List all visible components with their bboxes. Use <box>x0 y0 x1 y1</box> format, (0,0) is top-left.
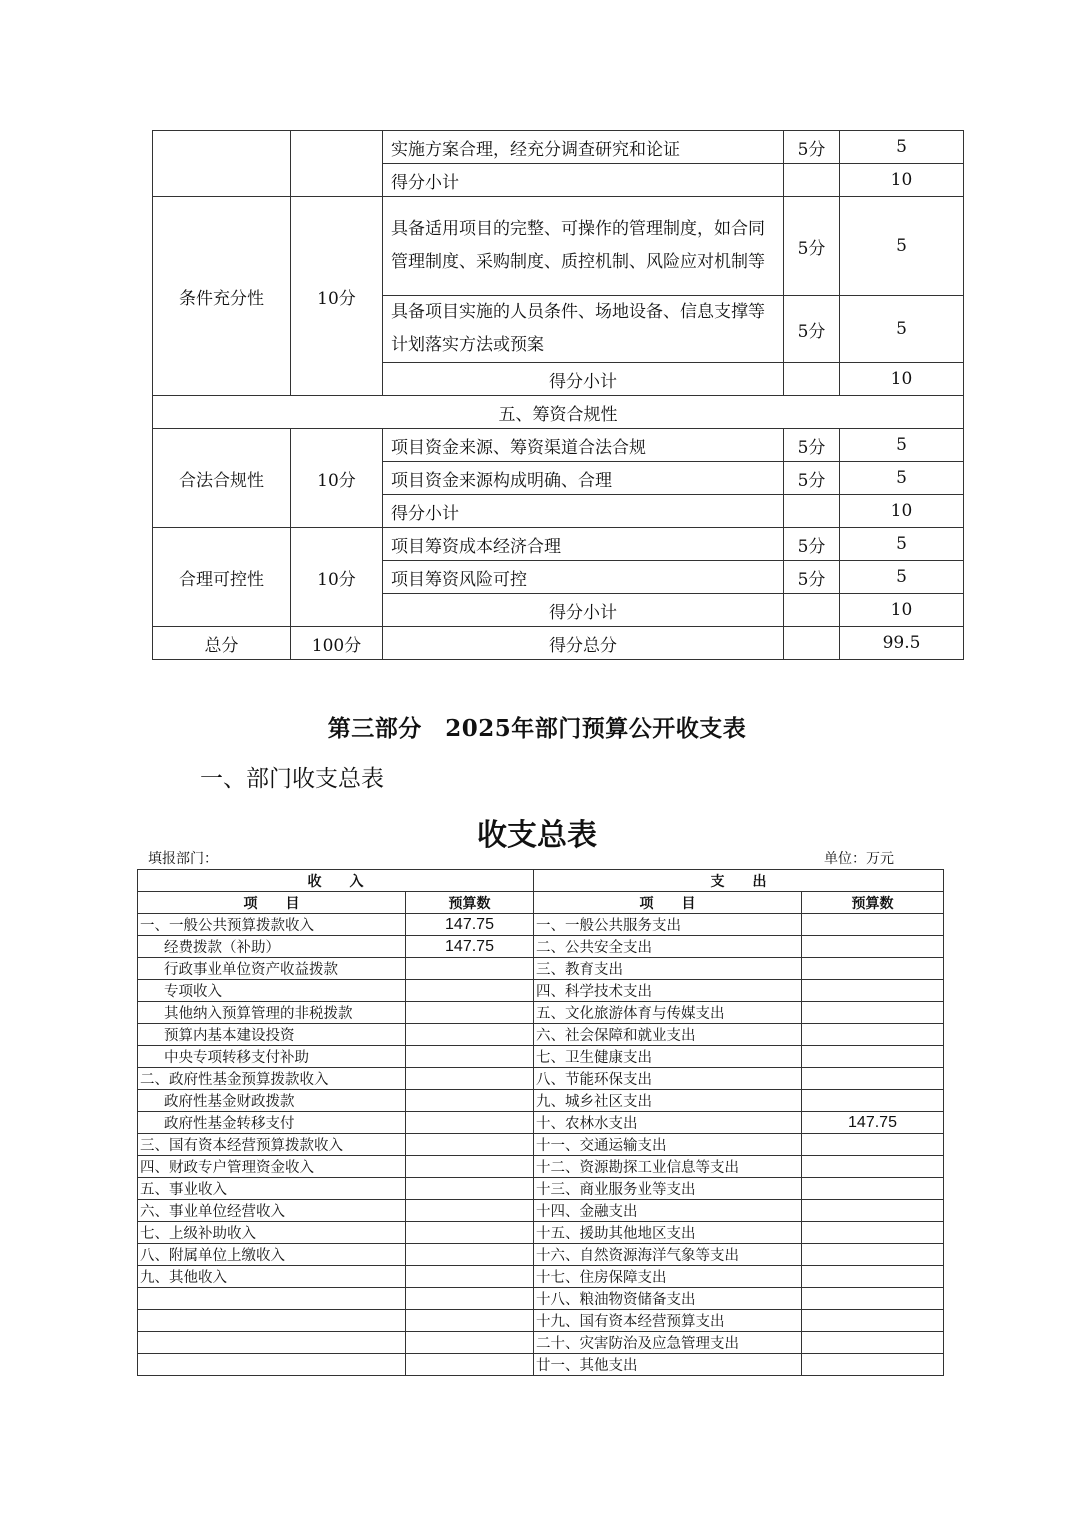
expense-amount-cell <box>802 980 944 1002</box>
max-score-cell: 5分 <box>784 462 840 495</box>
expense-header: 支 出 <box>534 870 944 892</box>
total-score: 99.5 <box>840 627 964 660</box>
score-cell: 10 <box>840 164 964 197</box>
category-cell <box>153 131 291 197</box>
income-item-cell: 其他纳入预算管理的非税拨款 <box>138 1002 406 1024</box>
max-score-cell: 5分 <box>784 197 840 296</box>
max-score-cell <box>784 594 840 627</box>
score-cell: 5 <box>840 197 964 296</box>
score-cell: 5 <box>840 561 964 594</box>
income-amount-cell <box>406 1068 534 1090</box>
expense-item-cell: 十五、援助其他地区支出 <box>534 1222 802 1244</box>
max-score-cell <box>784 363 840 396</box>
income-item-cell: 三、国有资本经营预算拨款收入 <box>138 1134 406 1156</box>
expense-amount-cell <box>802 1178 944 1200</box>
table-row <box>153 396 964 429</box>
expense-amount-cell: 147.75 <box>802 1112 944 1134</box>
income-item-cell <box>138 1288 406 1310</box>
table-row <box>138 1024 944 1046</box>
income-item-cell: 八、附属单位上缴收入 <box>138 1244 406 1266</box>
score-cell: 5 <box>840 131 964 164</box>
max-score-cell: 5分 <box>784 528 840 561</box>
income-item-cell: 二、政府性基金预算拨款收入 <box>138 1068 406 1090</box>
expense-item-cell: 十四、金融支出 <box>534 1200 802 1222</box>
max-score-cell: 5分 <box>784 561 840 594</box>
table-row <box>138 1112 944 1134</box>
income-budget-header: 预算数 <box>406 892 534 914</box>
part-title: 第三部分 2025年部门预算公开收支表 <box>327 715 747 742</box>
income-amount-cell <box>406 1200 534 1222</box>
income-amount-cell <box>406 1178 534 1200</box>
total-label: 得分总分 <box>383 627 784 660</box>
income-amount-cell <box>406 1244 534 1266</box>
expense-amount-cell <box>802 1200 944 1222</box>
table-row <box>153 429 964 462</box>
criteria-cell: 项目筹资成本经济合理 <box>383 528 784 561</box>
income-amount-cell <box>406 1002 534 1024</box>
expense-amount-cell <box>802 914 944 936</box>
income-item-cell: 预算内基本建设投资 <box>138 1024 406 1046</box>
income-item-cell: 专项收入 <box>138 980 406 1002</box>
expense-amount-cell <box>802 1134 944 1156</box>
table-row <box>138 958 944 980</box>
income-amount-cell <box>406 1134 534 1156</box>
income-item-cell: 一、一般公共预算拨款收入 <box>138 914 406 936</box>
income-amount-cell <box>406 1288 534 1310</box>
score-cell: 5 <box>840 296 964 363</box>
expense-item-cell: 五、文化旅游体育与传媒支出 <box>534 1002 802 1024</box>
table-row <box>138 980 944 1002</box>
table-row <box>138 1046 944 1068</box>
expense-item-cell: 十二、资源勘探工业信息等支出 <box>534 1156 802 1178</box>
subtotal-label: 得分小计 <box>383 594 784 627</box>
table-row <box>153 528 964 561</box>
expense-amount-cell <box>802 1046 944 1068</box>
income-amount-cell <box>406 1310 534 1332</box>
section-title: 一、部门收支总表 <box>200 766 384 792</box>
table-row <box>138 1068 944 1090</box>
expense-item-cell: 十、农林水支出 <box>534 1112 802 1134</box>
table-row <box>138 1134 944 1156</box>
expense-amount-cell <box>802 1310 944 1332</box>
income-item-cell: 四、财政专户管理资金收入 <box>138 1156 406 1178</box>
income-item-cell <box>138 1354 406 1376</box>
category-cell: 条件充分性 <box>153 197 291 396</box>
income-item-cell: 五、事业收入 <box>138 1178 406 1200</box>
expense-amount-cell <box>802 1156 944 1178</box>
table-row <box>138 1310 944 1332</box>
income-item-header: 项 目 <box>138 892 406 914</box>
income-amount-cell <box>406 1222 534 1244</box>
category-cell: 合法合规性 <box>153 429 291 528</box>
table-header-row <box>138 870 944 892</box>
income-amount-cell: 147.75 <box>406 936 534 958</box>
weight-cell: 100分 <box>291 627 383 660</box>
table-row <box>138 1266 944 1288</box>
table-header-row <box>138 892 944 914</box>
table-row <box>153 627 964 660</box>
income-item-cell: 中央专项转移支付补助 <box>138 1046 406 1068</box>
income-item-cell: 七、上级补助收入 <box>138 1222 406 1244</box>
section-heading: 五、筹资合规性 <box>153 396 964 429</box>
expense-item-cell: 十三、商业服务业等支出 <box>534 1178 802 1200</box>
weight-cell: 10分 <box>291 197 383 396</box>
expense-item-cell: 十九、国有资本经营预算支出 <box>534 1310 802 1332</box>
criteria-cell: 项目资金来源构成明确、合理 <box>383 462 784 495</box>
table-row <box>138 1200 944 1222</box>
criteria-cell: 具备项目实施的人员条件、场地设备、信息支撑等计划落实方法或预案 <box>383 296 784 363</box>
criteria-cell: 实施方案合理，经充分调查研究和论证 <box>383 131 784 164</box>
expense-item-header: 项 目 <box>534 892 802 914</box>
expense-amount-cell <box>802 1222 944 1244</box>
table-row <box>138 1354 944 1376</box>
score-cell: 10 <box>840 594 964 627</box>
category-cell: 总分 <box>153 627 291 660</box>
income-amount-cell <box>406 1024 534 1046</box>
table-row <box>138 1332 944 1354</box>
income-header: 收 入 <box>138 870 534 892</box>
expense-amount-cell <box>802 1090 944 1112</box>
expense-amount-cell <box>802 1354 944 1376</box>
income-amount-cell <box>406 980 534 1002</box>
expense-amount-cell <box>802 1068 944 1090</box>
expense-item-cell: 十七、住房保障支出 <box>534 1266 802 1288</box>
table-row <box>138 1156 944 1178</box>
income-item-cell: 行政事业单位资产收益拨款 <box>138 958 406 980</box>
income-amount-cell <box>406 1266 534 1288</box>
max-score-cell <box>784 164 840 197</box>
max-score-cell: 5分 <box>784 429 840 462</box>
income-item-cell: 九、其他收入 <box>138 1266 406 1288</box>
expense-amount-cell <box>802 1266 944 1288</box>
table-row <box>138 1288 944 1310</box>
table-row <box>138 1178 944 1200</box>
expense-item-cell: 十八、粮油物资储备支出 <box>534 1288 802 1310</box>
expense-amount-cell <box>802 1288 944 1310</box>
expense-budget-header: 预算数 <box>802 892 944 914</box>
expense-amount-cell <box>802 1332 944 1354</box>
expense-amount-cell <box>802 1002 944 1024</box>
income-item-cell: 经费拨款（补助） <box>138 936 406 958</box>
category-cell: 合理可控性 <box>153 528 291 627</box>
sheet-title: 收支总表 <box>477 818 597 853</box>
score-cell: 10 <box>840 495 964 528</box>
max-score-cell <box>784 495 840 528</box>
expense-amount-cell <box>802 1244 944 1266</box>
income-item-cell: 六、事业单位经营收入 <box>138 1200 406 1222</box>
table-row <box>138 1244 944 1266</box>
expense-item-cell: 十一、交通运输支出 <box>534 1134 802 1156</box>
table-row <box>138 1002 944 1024</box>
expense-item-cell: 四、科学技术支出 <box>534 980 802 1002</box>
expense-amount-cell <box>802 1024 944 1046</box>
income-amount-cell <box>406 1354 534 1376</box>
income-item-cell <box>138 1332 406 1354</box>
subtotal-label: 得分小计 <box>383 363 784 396</box>
expense-item-cell: 七、卫生健康支出 <box>534 1046 802 1068</box>
evaluation-score-table <box>152 130 964 660</box>
expense-item-cell: 廿一、其他支出 <box>534 1354 802 1376</box>
max-score-cell <box>784 627 840 660</box>
income-amount-cell <box>406 1112 534 1134</box>
expense-item-cell: 二十、灾害防治及应急管理支出 <box>534 1332 802 1354</box>
income-amount-cell <box>406 1090 534 1112</box>
table-row <box>153 197 964 296</box>
criteria-cell: 项目筹资风险可控 <box>383 561 784 594</box>
income-amount-cell <box>406 1156 534 1178</box>
max-score-cell: 5分 <box>784 296 840 363</box>
table-row <box>138 914 944 936</box>
income-amount-cell <box>406 1046 534 1068</box>
expense-item-cell: 九、城乡社区支出 <box>534 1090 802 1112</box>
weight-cell: 10分 <box>291 528 383 627</box>
score-cell: 5 <box>840 429 964 462</box>
score-cell: 5 <box>840 462 964 495</box>
unit-label: 单位：万元 <box>824 851 894 867</box>
fill-department-label: 填报部门： <box>148 851 218 867</box>
score-cell: 10 <box>840 363 964 396</box>
expense-item-cell: 六、社会保障和就业支出 <box>534 1024 802 1046</box>
criteria-cell: 项目资金来源、筹资渠道合法合规 <box>383 429 784 462</box>
expense-item-cell: 三、教育支出 <box>534 958 802 980</box>
expense-item-cell: 一、一般公共服务支出 <box>534 914 802 936</box>
table-row <box>138 1222 944 1244</box>
expense-item-cell: 八、节能环保支出 <box>534 1068 802 1090</box>
income-item-cell <box>138 1310 406 1332</box>
subtotal-label: 得分小计 <box>383 495 784 528</box>
table-row <box>153 131 964 164</box>
score-cell: 5 <box>840 528 964 561</box>
expense-amount-cell <box>802 958 944 980</box>
table-row <box>138 1090 944 1112</box>
income-item-cell: 政府性基金转移支付 <box>138 1112 406 1134</box>
expense-item-cell: 二、公共安全支出 <box>534 936 802 958</box>
expense-item-cell: 十六、自然资源海洋气象等支出 <box>534 1244 802 1266</box>
weight-cell <box>291 131 383 197</box>
table-row <box>138 936 944 958</box>
subtotal-label: 得分小计 <box>383 164 784 197</box>
income-amount-cell <box>406 1332 534 1354</box>
criteria-cell: 具备适用项目的完整、可操作的管理制度，如合同管理制度、采购制度、质控机制、风险应对机制等 <box>383 197 784 296</box>
max-score-cell: 5分 <box>784 131 840 164</box>
income-amount-cell <box>406 958 534 980</box>
weight-cell: 10分 <box>291 429 383 528</box>
income-item-cell: 政府性基金财政拨款 <box>138 1090 406 1112</box>
income-amount-cell: 147.75 <box>406 914 534 936</box>
expense-amount-cell <box>802 936 944 958</box>
budget-summary-table <box>137 869 944 1376</box>
